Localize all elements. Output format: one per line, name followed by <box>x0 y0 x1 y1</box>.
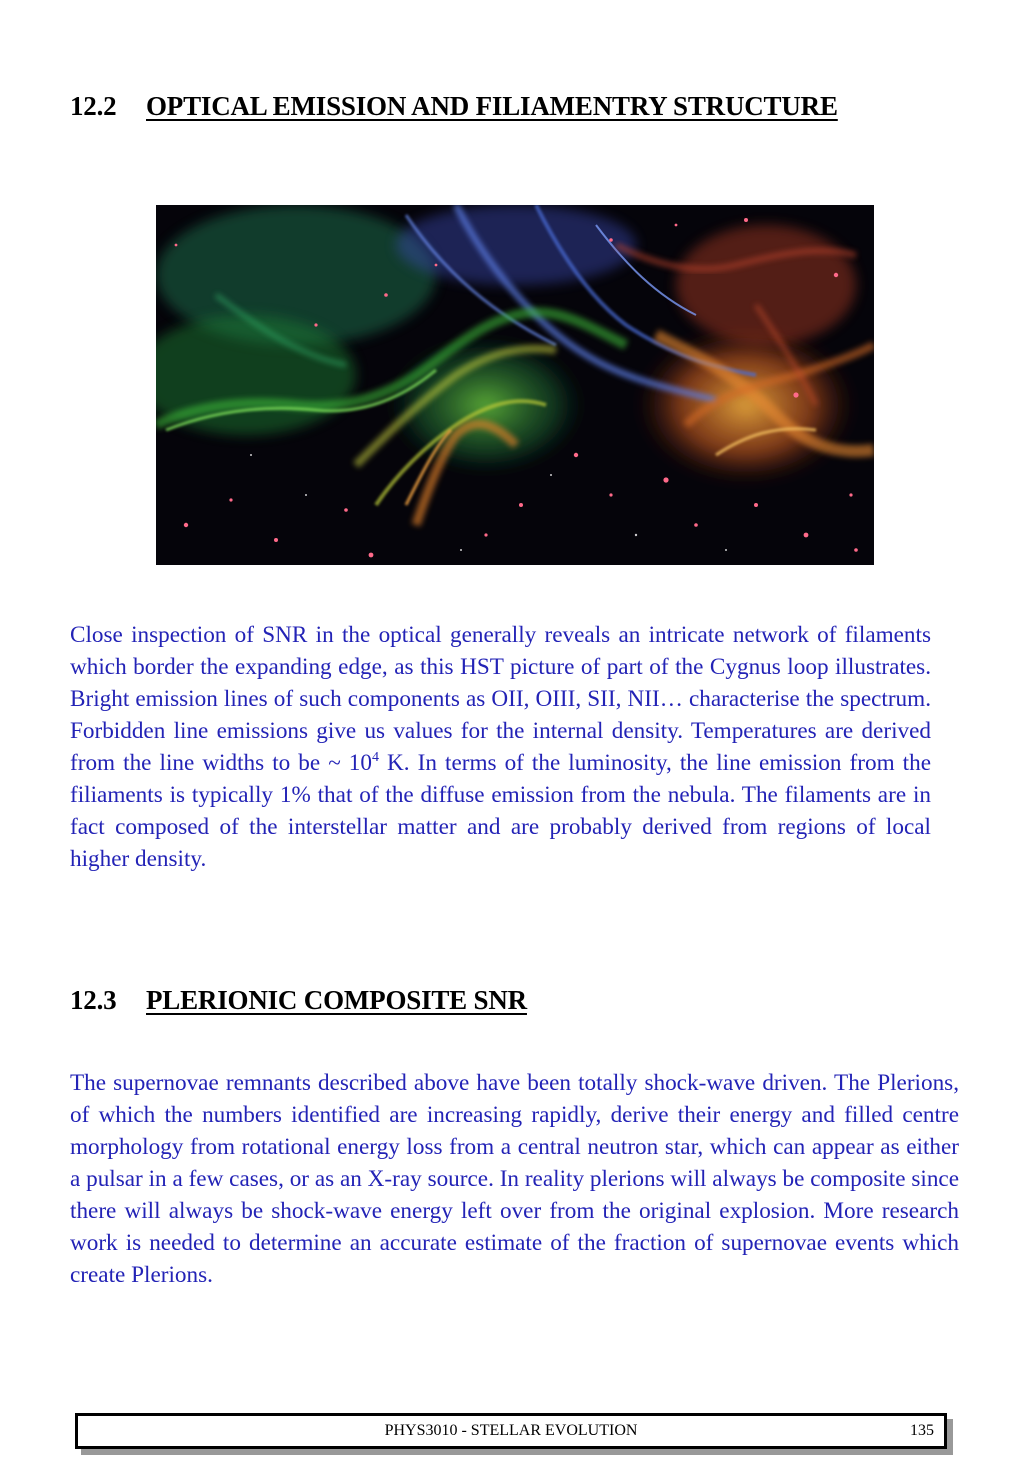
section-heading-12-3 <box>70 984 527 1016</box>
exponent: 4 <box>372 750 379 765</box>
section-title: PLERIONIC COMPOSITE SNR <box>146 985 527 1015</box>
paragraph-optical-emission <box>70 619 931 875</box>
section-number: 12.2 <box>70 91 117 121</box>
page-footer <box>75 1413 947 1449</box>
paragraph-text-part2: K. In terms of the luminosity, the line emission from the filiaments is typically 1% that of the diffuse emission from the nebula. The filaments are in fact composed of the interstellar matter and are probably derived from regions of local higher density. <box>70 750 931 872</box>
footer-course-title: PHYS3010 - STELLAR EVOLUTION <box>384 1422 638 1439</box>
page-number: 135 <box>910 1422 934 1439</box>
paragraph-plerionic-snr: The supernovae remnants described above have been totally shock-wave driven. The Plerions, of which the numbers identified are increasing rapidly, derive their energy and filled centre morphology from rotational energy loss from a central neutron star, which can appear as either a pulsar in a few cases, or as an X-ray source. In reality plerions will always be composite since there will always be shock-wave energy left over from the original explosion. More research work is needed to determine an accurate estimate of the fraction of supernovae events which create Plerions. <box>70 1070 959 1288</box>
cygnus-loop-nebula-image <box>156 205 874 565</box>
section-title: OPTICAL EMISSION AND FILIAMENTRY STRUCTURE <box>146 91 838 121</box>
section-number: 12.3 <box>70 985 117 1015</box>
section-heading-12-2 <box>70 90 838 122</box>
paragraph-text-part1: Close inspection of SNR in the optical generally reveals an intricate network of filaments which border the expanding edge, as this HST picture of part of the Cygnus loop illustrates. Bright emission lines of such components as OII, OIII, SII, NII… characterise the spectrum. Forbidden line emissions give us values for the internal density. Temperatures are derived from the line widths to be ~ 10 <box>70 622 931 776</box>
